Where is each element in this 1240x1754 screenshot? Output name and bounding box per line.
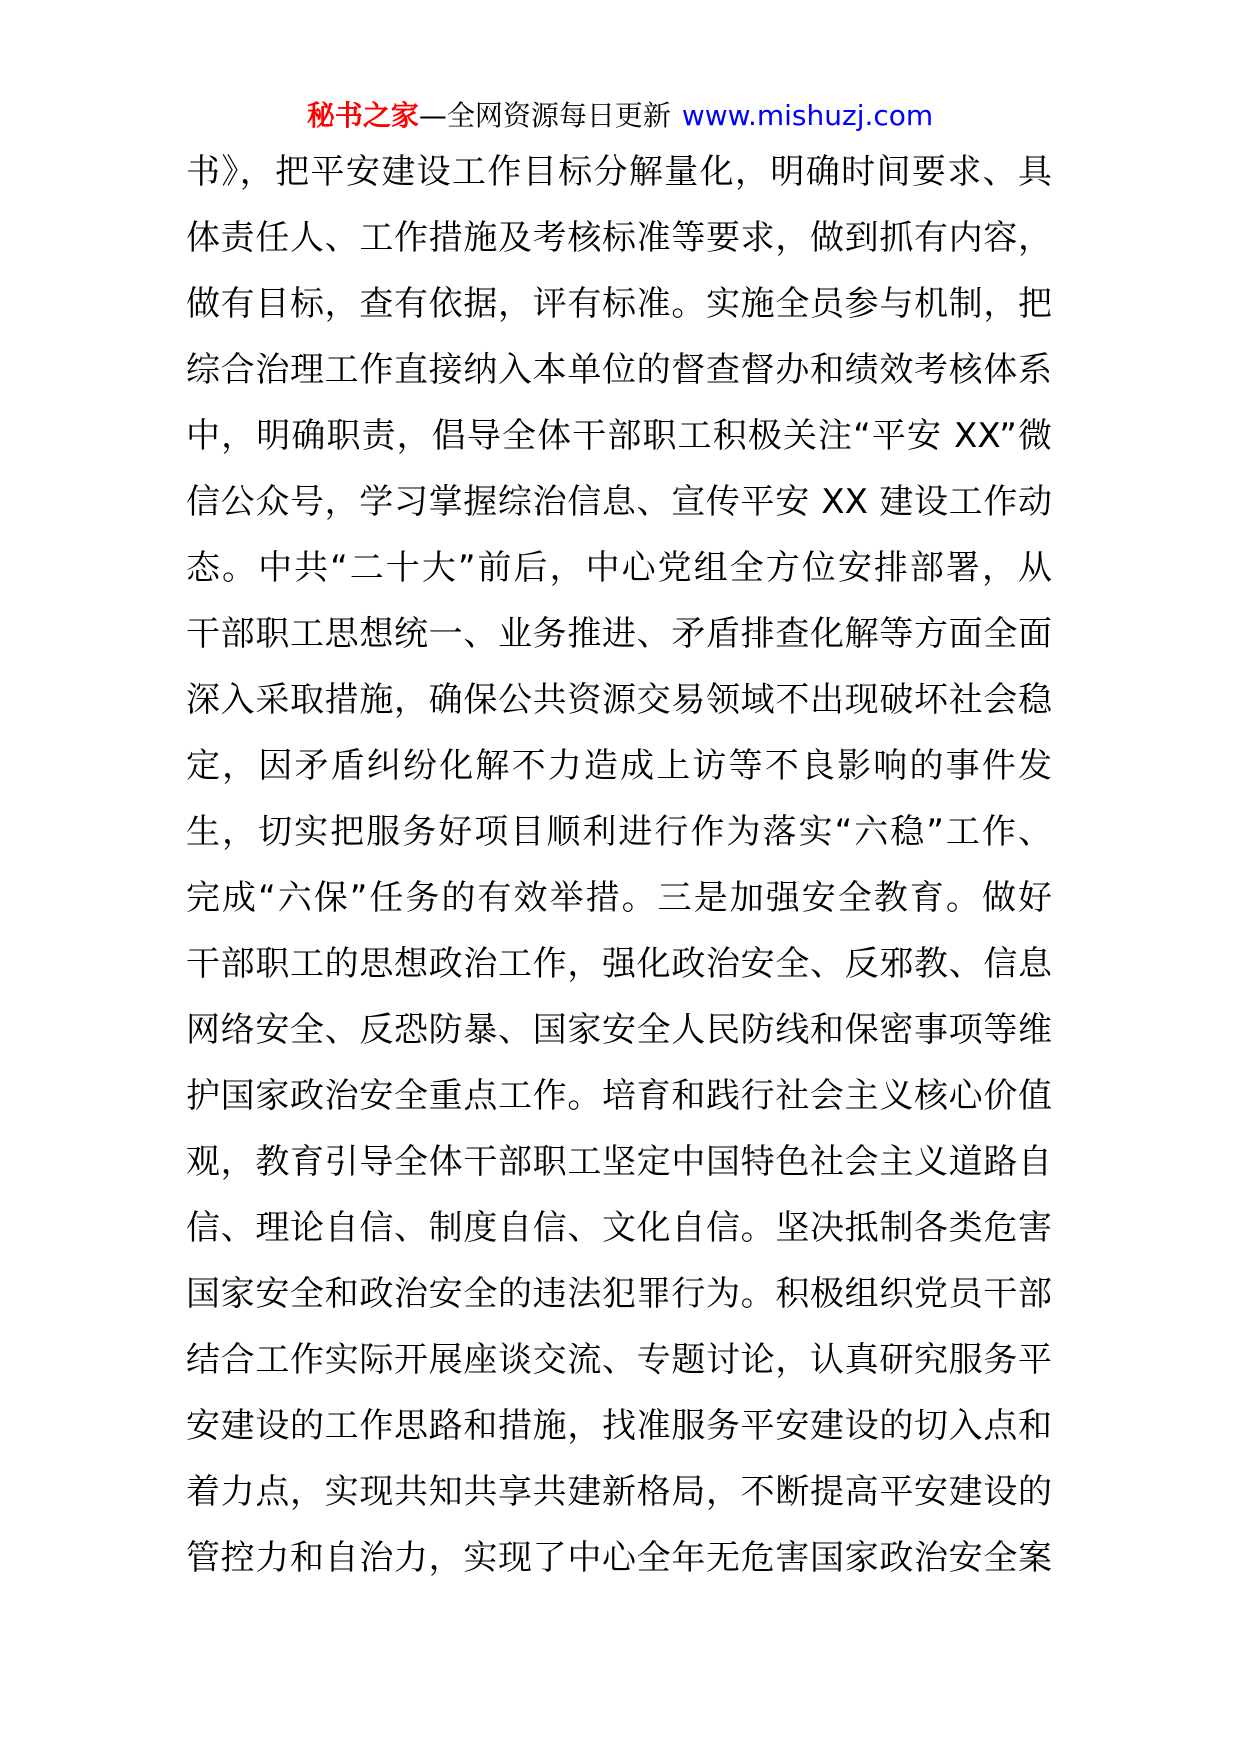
page-header <box>0 94 1240 138</box>
site-url-link[interactable]: www.mishuzj.com <box>681 99 934 132</box>
body-line: 中，明确职责，倡导全体干部职工积极关注“平安 XX”微 <box>186 416 1052 456</box>
body-line: 书》，把平安建设工作目标分解量化，明确时间要求、具 <box>186 152 1052 192</box>
body-line: 国家安全和政治安全的违法犯罪行为。积极组织党员干部 <box>186 1274 1052 1314</box>
body-line: 信、理论自信、制度自信、文化自信。坚决抵制各类危害 <box>186 1208 1052 1248</box>
header-tagline: 全网资源每日更新 <box>446 99 671 132</box>
body-line: 完成“六保”任务的有效举措。三是加强安全教育。做好 <box>186 878 1052 918</box>
body-line: 干部职工思想统一、业务推进、矛盾排查化解等方面全面 <box>186 614 1052 654</box>
body-line: 安建设的工作思路和措施，找准服务平安建设的切入点和 <box>186 1406 1052 1446</box>
document-body <box>186 139 1052 1591</box>
body-line: 网络安全、反恐防暴、国家安全人民防线和保密事项等维 <box>186 1010 1052 1050</box>
body-line: 做有目标，查有依据，评有标准。实施全员参与机制，把 <box>186 284 1052 324</box>
body-line: 生，切实把服务好项目顺利进行作为落实“六稳”工作、 <box>186 812 1052 852</box>
body-line: 结合工作实际开展座谈交流、专题讨论，认真研究服务平 <box>186 1340 1052 1380</box>
body-line: 综合治理工作直接纳入本单位的督查督办和绩效考核体系 <box>186 350 1052 390</box>
site-name: 秘书之家 <box>306 99 419 132</box>
body-line: 态。中共“二十大”前后，中心党组全方位安排部署，从 <box>186 548 1052 588</box>
body-line: 管控力和自治力，实现了中心全年无危害国家政治安全案 <box>186 1538 1052 1578</box>
body-line: 信公众号，学习掌握综治信息、宣传平安 XX 建设工作动 <box>186 482 1052 522</box>
body-line: 观，教育引导全体干部职工坚定中国特色社会主义道路自 <box>186 1142 1052 1182</box>
body-line: 护国家政治安全重点工作。培育和践行社会主义核心价值 <box>186 1076 1052 1116</box>
body-line: 定，因矛盾纠纷化解不力造成上访等不良影响的事件发 <box>186 746 1052 786</box>
body-line: 体责任人、工作措施及考核标准等要求，做到抓有内容， <box>186 218 1052 258</box>
body-line: 深入采取措施，确保公共资源交易领域不出现破坏社会稳 <box>186 680 1052 720</box>
header-dash: — <box>418 99 447 132</box>
body-line: 着力点，实现共知共享共建新格局，不断提高平安建设的 <box>186 1472 1052 1512</box>
body-line: 干部职工的思想政治工作，强化政治安全、反邪教、信息 <box>186 944 1052 984</box>
